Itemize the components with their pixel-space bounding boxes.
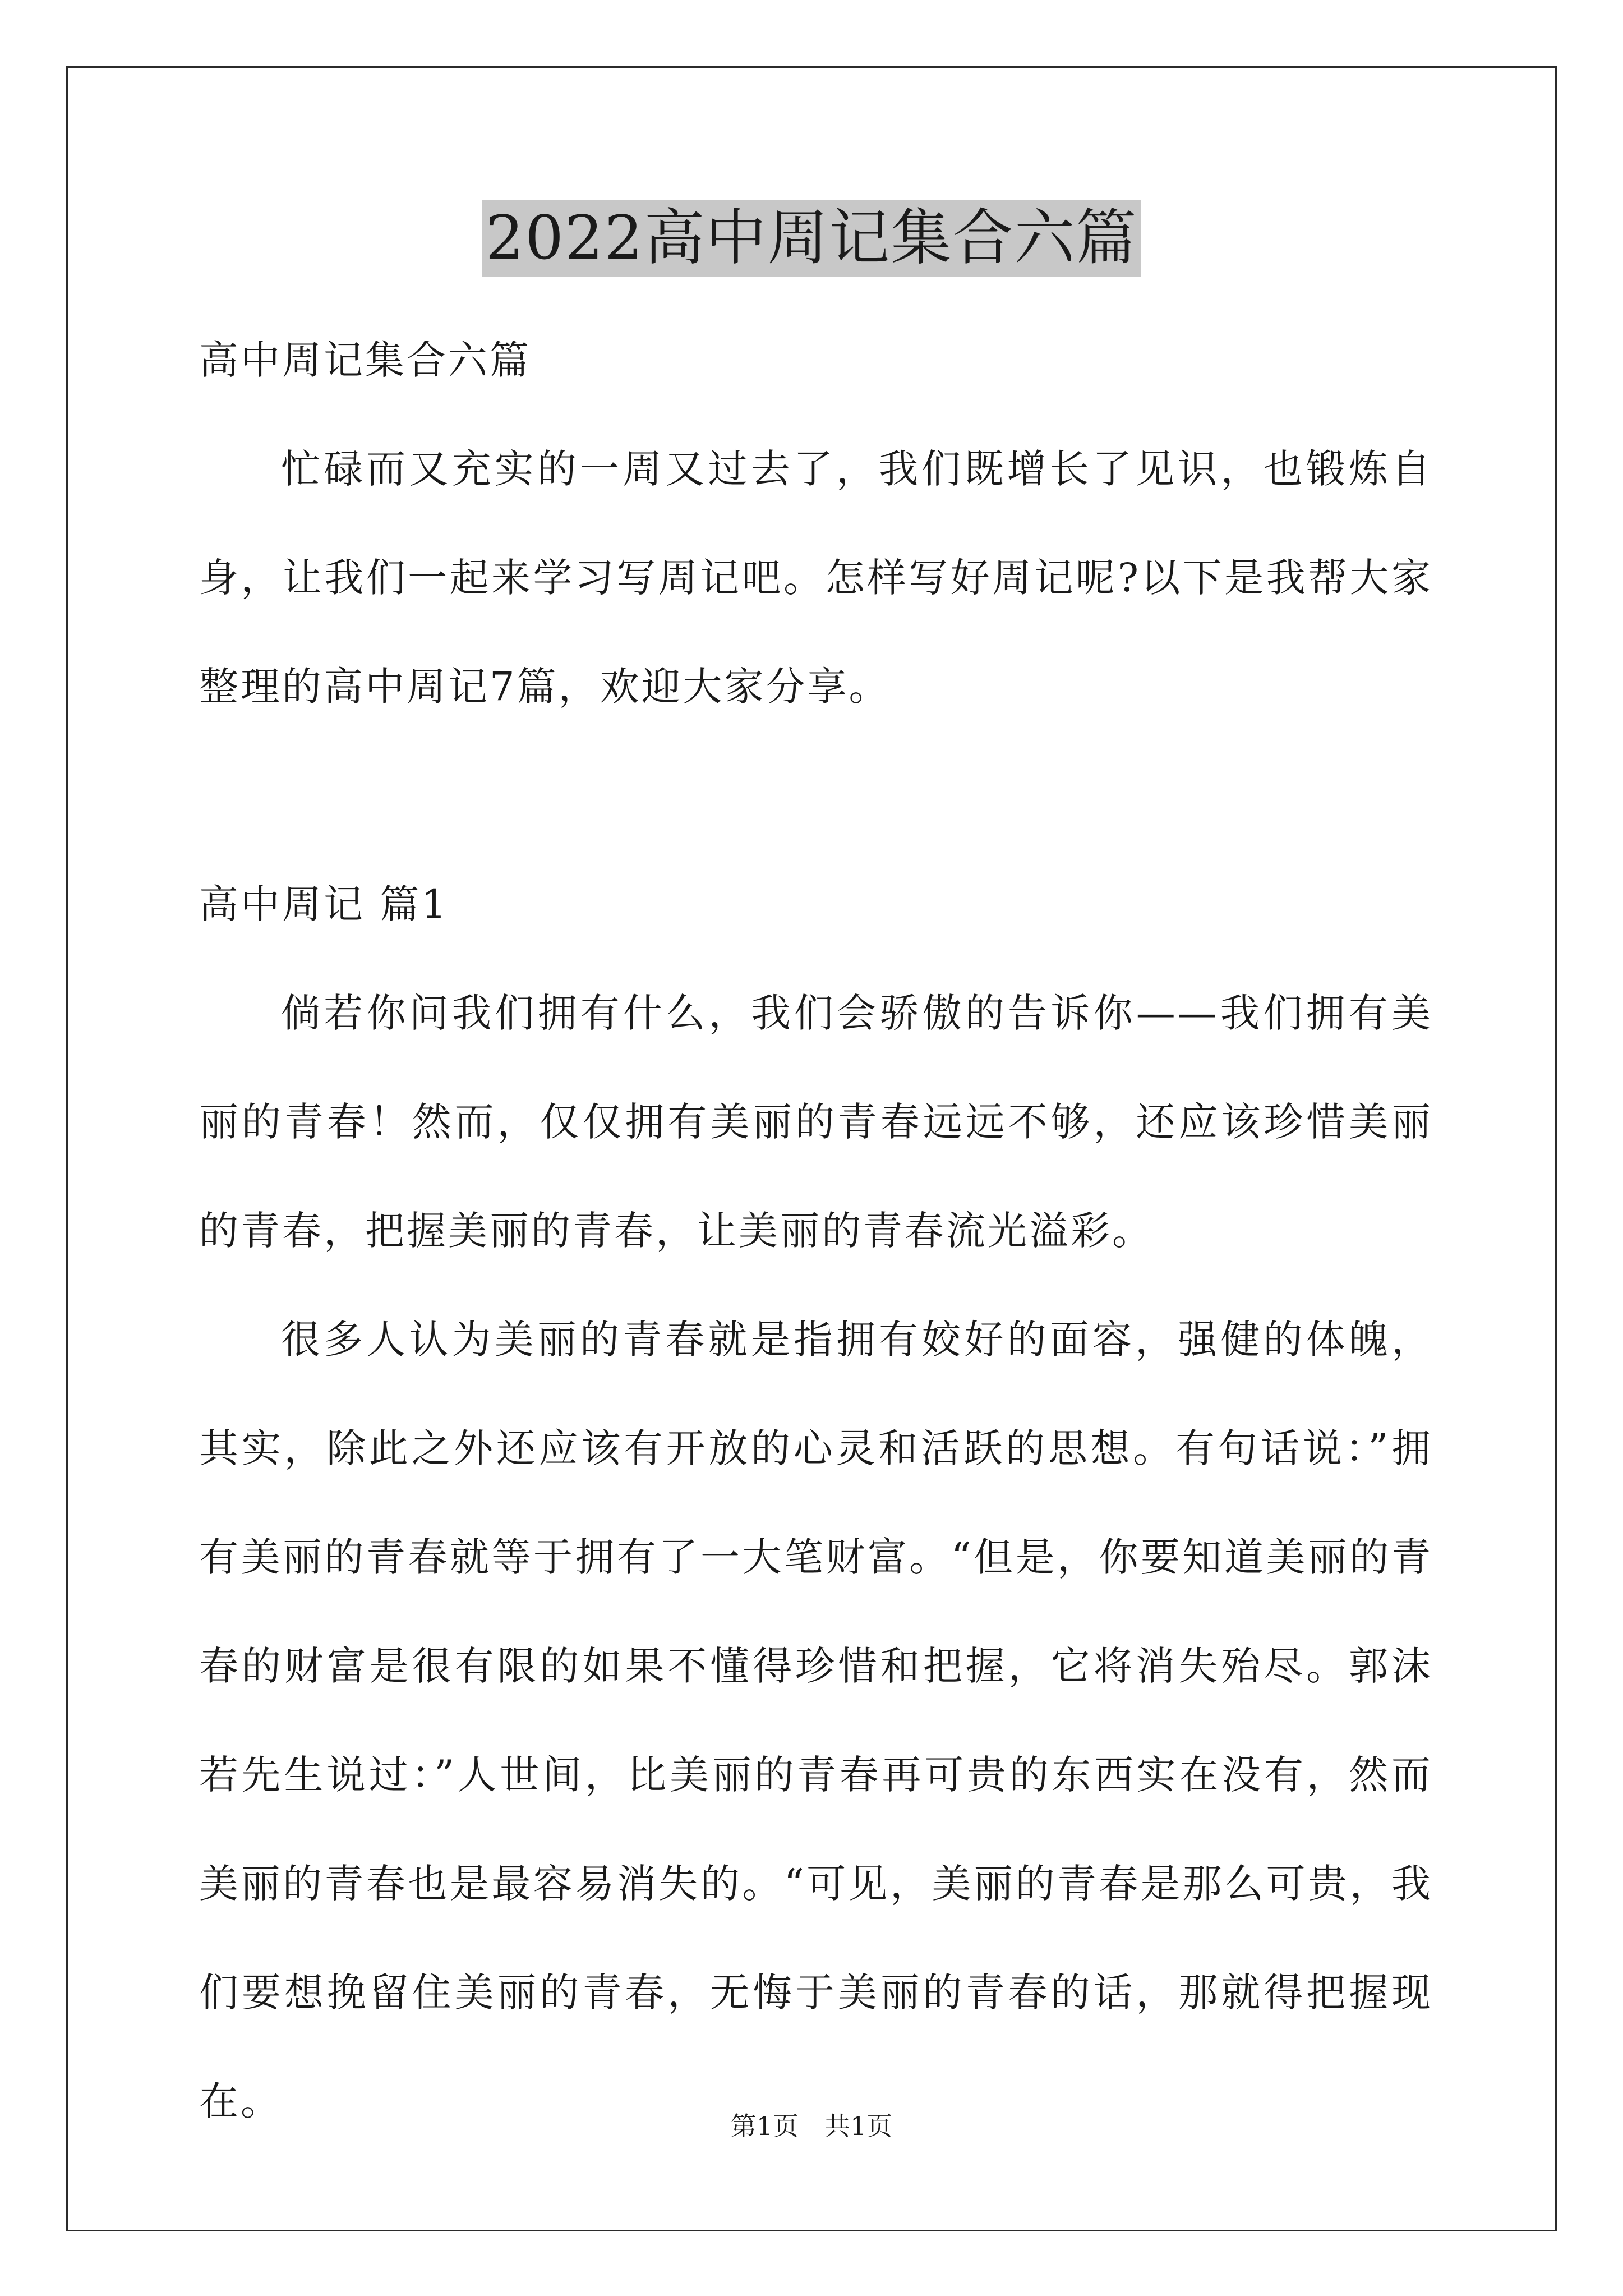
document-body	[199, 306, 1433, 2156]
body-paragraph-2: 很多人认为美丽的青春就是指拥有姣好的面容，强健的体魄，其实，除此之外还应该有开放的心灵和活跃的思想。有句话说：”拥有美丽的青春就等于拥有了一大笔财富。“但是，你要知道美丽的青春的财富是很有限的如果不懂得珍惜和把握，它将消失殆尽。郭沫若先生说过：”人世间，比美丽的青春再可贵的东西实在没有，然而美丽的青春也是最容易消失的。“可见，美丽的青春是那么可贵，我们要想挽留住美丽的青春，无悔于美丽的青春的话，那就得把握现在。	[199, 1317, 1433, 2124]
document-title-text: 2022高中周记集合六篇	[482, 200, 1141, 277]
section-heading: 高中周记 篇1	[199, 881, 449, 927]
page-number-footer: 第1页 共1页	[730, 2111, 893, 2141]
body-paragraph-1: 倘若你问我们拥有什么，我们会骄傲的告诉你——我们拥有美丽的青春！然而，仅仅拥有美丽的青春远远不够，还应该珍惜美丽的青春，把握美丽的青春，让美丽的青春流光溢彩。	[199, 990, 1433, 1254]
document-subtitle: 高中周记集合六篇	[199, 337, 531, 383]
document-title	[0, 199, 1623, 278]
section-gap	[199, 741, 1433, 850]
intro-paragraph: 忙碌而又充实的一周又过去了，我们既增长了见识，也锻炼自身，让我们一起来学习写周记吧。怎样写好周记呢?以下是我帮大家整理的高中周记7篇，欢迎大家分享。	[199, 446, 1433, 710]
